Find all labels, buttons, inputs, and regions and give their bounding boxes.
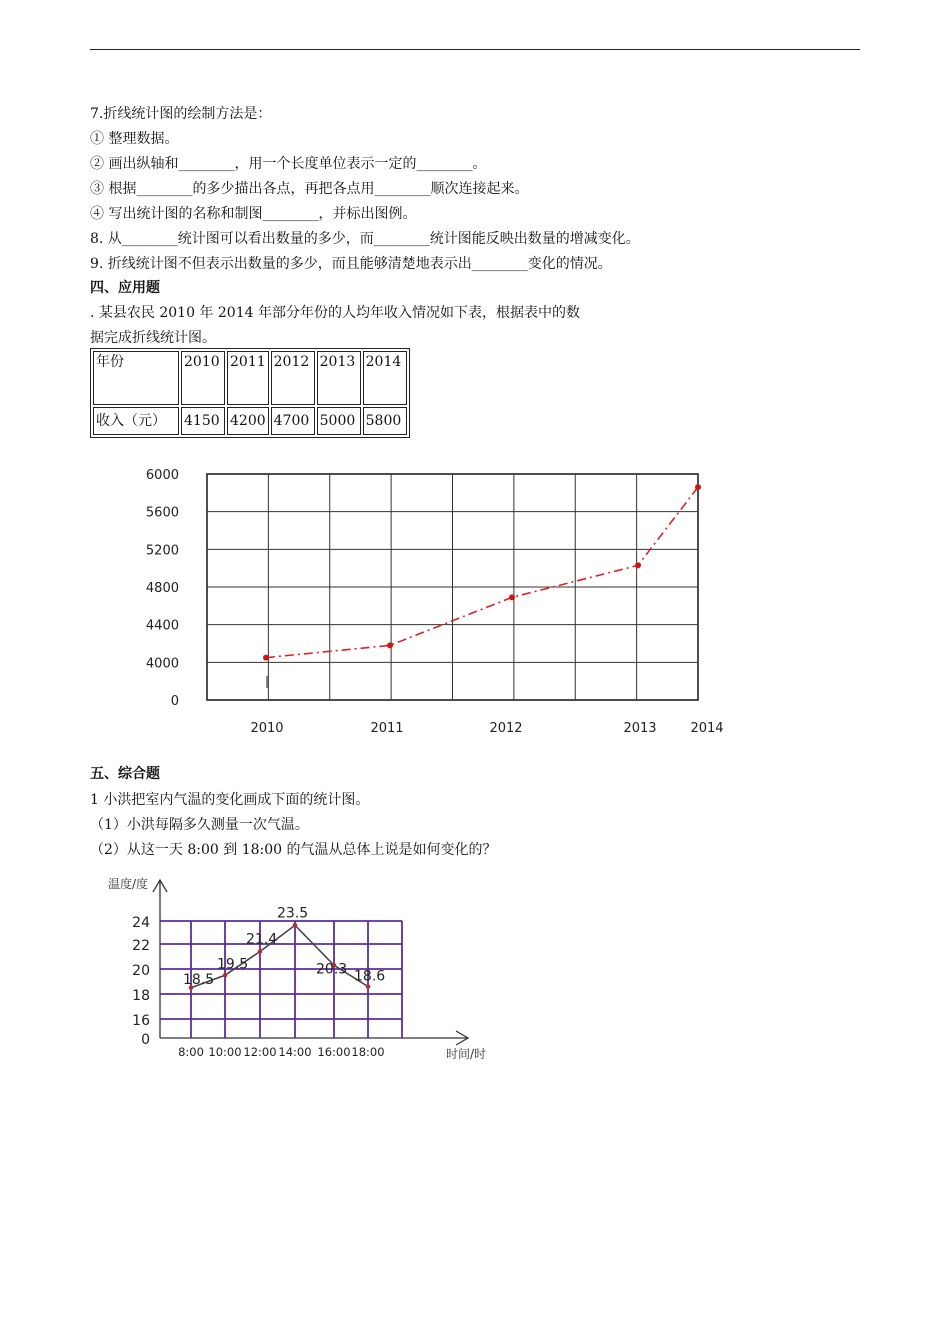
x-axis-ticks — [250, 676, 723, 736]
question-9: 9. 折线统计图不但表示出数量的多少，而且能够清楚地表示出________变化的情况。 — [90, 256, 612, 272]
data-point — [635, 562, 641, 568]
table-cell-income: 4200 — [227, 407, 269, 435]
y-tick-label: 18 — [132, 988, 150, 1004]
y-axis-ticks — [132, 915, 150, 1048]
table-cell-year: 2012 — [271, 351, 315, 405]
y-tick-label: 5600 — [145, 505, 179, 521]
x-tick-label: 2011 — [370, 721, 404, 736]
section-4-intro-line-2: 据完成折线统计图。 — [90, 330, 216, 346]
question-7-step-3: ③ 根据________的多少描出各点，再把各点用________顺次连接起来。 — [90, 181, 529, 197]
income-series-line — [266, 487, 698, 657]
y-tick-label: 16 — [132, 1013, 150, 1029]
x-tick-label: 2012 — [489, 721, 523, 736]
y-tick-label: 4400 — [145, 618, 179, 634]
section-5-title: 五、综合题 — [90, 766, 160, 782]
x-tick-label: 2014 — [690, 721, 724, 736]
data-label: 18.6 — [354, 968, 386, 985]
table-row — [93, 407, 407, 435]
header-rule — [90, 49, 860, 50]
table-cell-income: 4150 — [181, 407, 225, 435]
chart-axes — [153, 880, 468, 1045]
y-tick-label: 24 — [132, 915, 150, 931]
x-axis-ticks — [178, 1045, 384, 1059]
x-tick-label: 16:00 — [317, 1045, 351, 1059]
question-7-step-1: ① 整理数据。 — [90, 131, 179, 147]
question-8: 8. 从________统计图可以看出数量的多少，而________统计图能反映出数量的增减变化。 — [90, 231, 640, 247]
table-cell-year: 2014 — [363, 351, 407, 405]
data-point — [387, 642, 393, 648]
question-7-step-4: ④ 写出统计图的名称和制图________，并标出图例。 — [90, 206, 417, 222]
income-line-chart — [130, 462, 740, 752]
y-tick-label: 0 — [170, 694, 179, 709]
section-4-title: 四、应用题 — [90, 280, 160, 296]
table-cell-year: 2013 — [317, 351, 361, 405]
y-tick-label: 5200 — [145, 543, 179, 559]
y-axis-ticks — [146, 468, 179, 709]
table-cell-income: 5800 — [363, 407, 407, 435]
temperature-series-points — [189, 923, 371, 990]
y-tick-label: 22 — [132, 938, 150, 954]
question-7-step-2: ② 画出纵轴和________，用一个长度单位表示一定的________。 — [90, 156, 487, 172]
temperature-line-chart — [100, 866, 510, 1072]
table-cell-income: 4700 — [271, 407, 315, 435]
x-tick-label: 2013 — [623, 721, 657, 736]
table-cell-year: 2011 — [227, 351, 269, 405]
y-tick-label: 4000 — [145, 656, 179, 672]
table-row — [93, 351, 407, 405]
table-header-income: 收入（元） — [93, 407, 179, 435]
x-tick-label: 8:00 — [178, 1045, 204, 1059]
section-5-question-1: 1 小洪把室内气温的变化画成下面的统计图。 — [90, 792, 370, 808]
data-point — [263, 655, 269, 661]
income-series-points — [263, 484, 701, 660]
y-tick-label: 6000 — [145, 468, 179, 483]
data-point — [293, 923, 298, 928]
income-table — [90, 348, 410, 438]
y-tick-label: 20 — [132, 963, 150, 979]
y-axis-label: 温度/度 — [108, 877, 149, 891]
section-5-question-1-part-2: （2）从这一天 8:00 到 18:00 的气温从总体上说是如何变化的？ — [90, 842, 497, 858]
data-label: 23.5 — [277, 905, 309, 922]
x-tick-label: 12:00 — [243, 1045, 277, 1059]
section-5-question-1-part-1: （1）小洪每隔多久测量一次气温。 — [90, 817, 309, 833]
question-7: 7.折线统计图的绘制方法是： — [90, 106, 272, 122]
x-tick-label: 2010 — [250, 721, 284, 736]
x-tick-label: 14:00 — [278, 1045, 312, 1059]
chart-grid — [207, 474, 698, 700]
section-4-intro-line-1: . 某县农民 2010 年 2014 年部分年份的人均年收入情况如下表，根据表中的数 — [90, 305, 580, 321]
temperature-data-labels — [183, 905, 385, 988]
y-tick-label: 0 — [141, 1032, 150, 1048]
data-point — [223, 973, 228, 978]
data-label: 20.3 — [316, 961, 348, 978]
data-point — [366, 984, 371, 989]
x-tick-label: 10:00 — [208, 1045, 242, 1059]
y-tick-label: 4800 — [145, 581, 179, 596]
table-cell-year: 2010 — [181, 351, 225, 405]
data-label: 18.5 — [183, 971, 215, 988]
data-point — [695, 484, 701, 490]
x-tick-label: 18:00 — [351, 1045, 385, 1059]
data-point — [509, 594, 515, 600]
x-axis-label: 时间/时 — [446, 1047, 487, 1061]
data-point — [258, 949, 263, 954]
data-label: 21.4 — [246, 931, 278, 948]
data-label: 19.5 — [217, 956, 249, 973]
table-header-year: 年份 — [93, 351, 179, 405]
table-cell-income: 5000 — [317, 407, 361, 435]
